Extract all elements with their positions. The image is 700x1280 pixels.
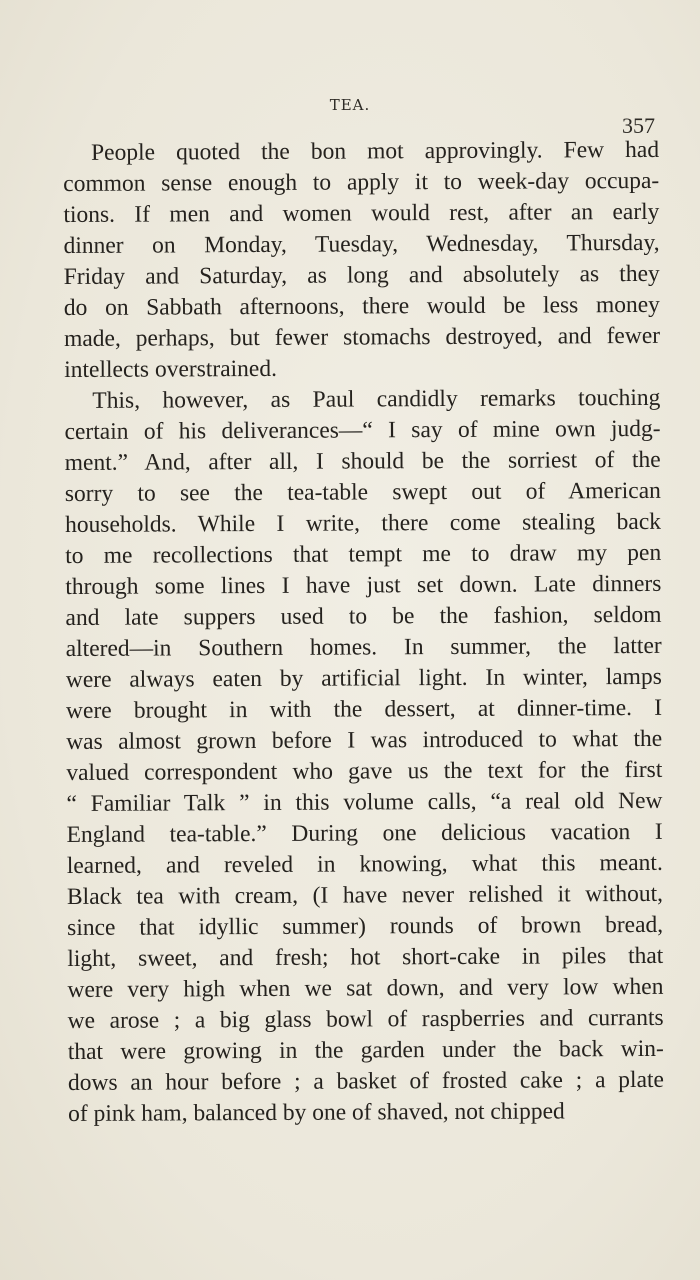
text-line: through some lines I have just set down. Late dinners [65, 570, 662, 600]
text-line: were always eaten by artificial light. In winter, lamps [65, 663, 662, 693]
text-line: and late suppers used to be the fashion, seldom [65, 601, 662, 631]
text-line: we arose ; a big glass bowl of raspberries and currants [67, 1004, 664, 1034]
text-line: dows an hour before ; a basket of frosted cake ; a plate [67, 1066, 665, 1096]
text-line: England tea-table.” During one delicious vacation I [66, 818, 663, 848]
text-line: “ Familiar Talk ” in this volume calls, “a real old New [66, 787, 663, 817]
text-line: common sense enough to apply it to week-day occupa- [63, 167, 660, 197]
text-line: valued correspondent who gave us the text for the first [66, 756, 663, 786]
text-line: were brought in with the dessert, at dinner-time. I [65, 694, 663, 724]
text-line: intellects overstrained. [64, 355, 278, 383]
text-line: made, perhaps, but fewer stomachs destroyed, and fewer [63, 322, 661, 352]
text-line: do on Sabbath afternoons, there would be less money [63, 291, 660, 321]
text-line: to me recollections that tempt me to draw my pen [65, 539, 662, 569]
text-line: People quoted the bon mot approvingly. Few had [91, 136, 660, 166]
paragraph-1 [63, 135, 660, 386]
text-line: This, however, as Paul candidly remarks touching [92, 384, 661, 414]
running-head: TEA. [329, 96, 371, 114]
text-line: since that idyllic summer) rounds of brown bread, [67, 911, 664, 941]
text-line: were very high when we sat down, and very low when [67, 973, 664, 1003]
text-line: tions. If men and women would rest, after an early [63, 198, 660, 228]
text-line: learned, and reveled in knowing, what this meant. [66, 849, 663, 879]
text-line: of pink ham, balanced by one of shaved, not chipped [68, 1098, 565, 1127]
body-text [63, 135, 664, 1130]
text-line: that were growing in the garden under the back win- [67, 1035, 664, 1065]
page-number: 357 [622, 113, 655, 138]
text-line: households. While I write, there come stealing back [64, 508, 662, 538]
text-line: ment.” And, after all, I should be the sorriest of the [64, 446, 661, 476]
text-line: Friday and Saturday, as long and absolutely as they [63, 260, 660, 290]
text-line: light, sweet, and fresh; hot short-cake in piles that [67, 942, 664, 972]
text-line: Black tea with cream, (I have never relished it without, [66, 880, 664, 910]
text-line: sorry to see the tea-table swept out of American [64, 477, 661, 507]
paragraph-2 [64, 383, 664, 1130]
text-line: altered—in Southern homes. In summer, the latter [65, 632, 662, 662]
text-line: certain of his deliverances—“ I say of mine own judg- [64, 415, 661, 445]
text-line: was almost grown before I was introduced to what the [66, 725, 663, 755]
text-line: dinner on Monday, Tuesday, Wednesday, Thursday, [63, 229, 660, 259]
